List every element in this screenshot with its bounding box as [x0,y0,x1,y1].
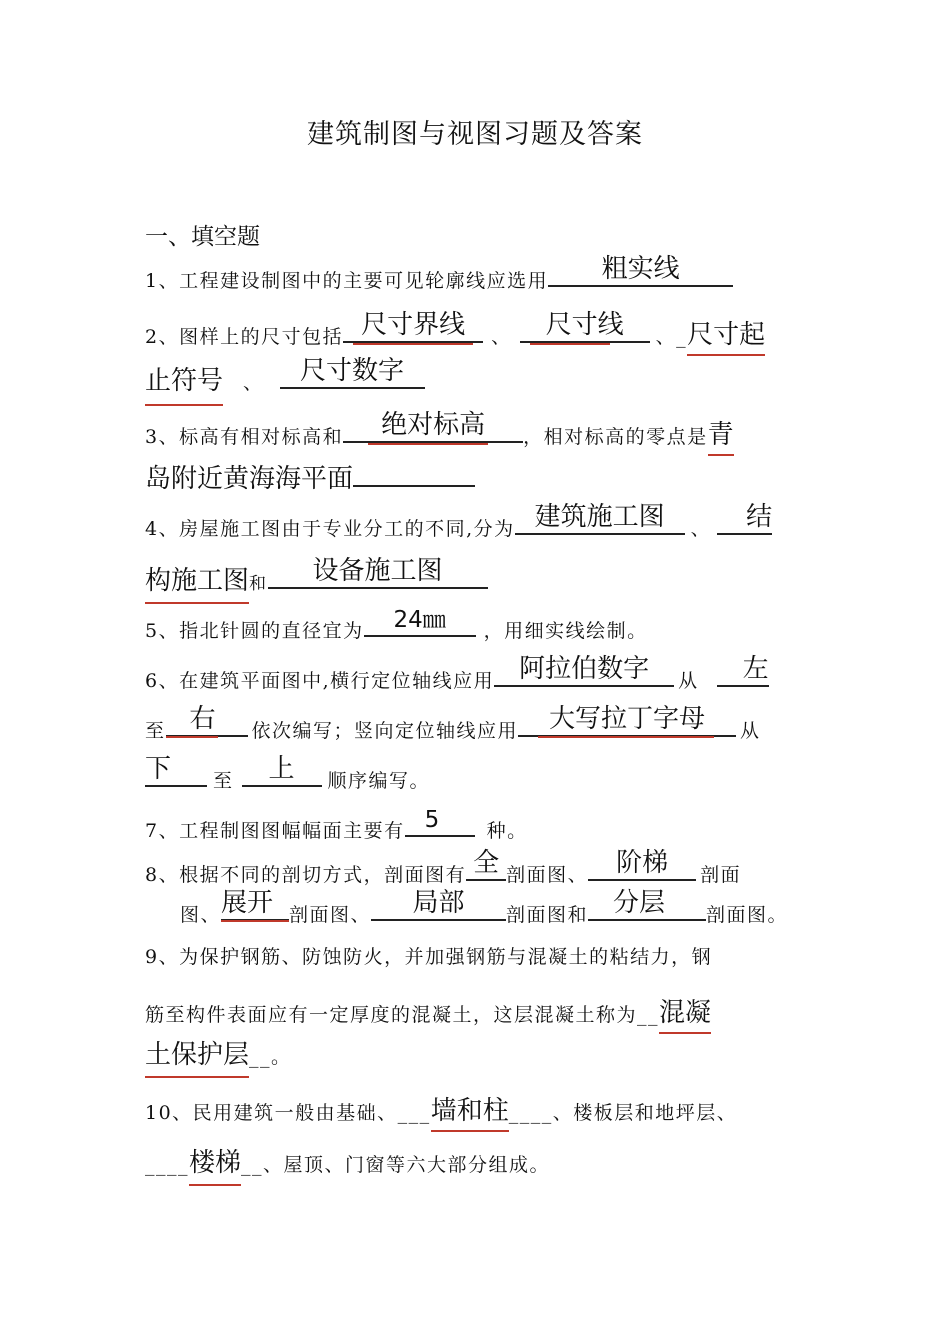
answer: 粗实线 [601,254,680,284]
question-text: 6、在建筑平面图中,横行定位轴线应用 [145,670,495,692]
answer: 右 [189,704,216,734]
answer-blank [268,556,488,589]
answer: 岛附近黄海海平面 [145,464,354,494]
answer: 尺寸线 [545,310,624,340]
answer-blank [343,310,483,343]
answer-blank [166,704,248,737]
answer-blank [145,754,207,787]
question-2: 2、图样上的尺寸包括 尺寸界线 、 尺寸线 、_尺寸起 [145,322,765,348]
answer-blank [364,607,476,637]
answer-blank [717,502,773,535]
question-8-cont: 图、 展开 剖面图、 局部 剖面图和 分层 剖面图。 [180,888,789,926]
answer-blank [518,704,736,737]
answer-blank [515,502,685,535]
question-6-cont: 至 右 依次编写；竖向定位轴线应用 大写拉丁字母 从 [145,704,761,742]
answer: 左 [742,654,769,684]
question-6-cont-2: 下 至 上 顺序编写。 [145,754,431,792]
question-text: 5、指北针圆的直径宜为 [145,620,364,642]
answer-blank [371,888,506,921]
answer: 5 [424,807,440,833]
question-3-cont [145,466,475,492]
answer-blank [280,356,425,389]
question-text: 10、民用建筑一般由基础、___ [145,1102,431,1124]
question-3: 3、标高有相对标高和 绝对标高 ，相对标高的零点是青 [145,422,734,448]
answer: 混凝 [659,1000,711,1026]
question-4: 4、房屋施工图由于专业分工的不同,分为 建筑施工图 、 结 [145,502,773,540]
answer: 建筑施工图 [534,502,665,532]
answer: 局部 [412,888,465,918]
answer: 结 [746,502,773,532]
answer: 阿拉伯数字 [519,654,650,684]
answer: 尺寸数字 [300,356,405,386]
answer-blank [466,848,506,881]
question-4-cont: 构施工图 和 设备施工图 [145,568,488,594]
question-text: 2、图样上的尺寸包括 [145,326,344,348]
question-10-cont: ____楼梯 __、屋顶、门窗等六大部分组成。 [145,1150,550,1176]
question-9-cont-2: 土保护层 __。 [145,1042,292,1068]
question-text: 7、工程制图图幅幅面主要有 [145,820,405,842]
answer: 设备施工图 [312,556,443,586]
question-9 [145,948,712,967]
question-1 [145,254,733,292]
answer: 楼梯 [189,1150,241,1176]
answer: 构施工图 [145,568,249,594]
answer-blank [242,754,322,787]
question-text: 1、工程建设制图中的主要可见轮廓线应选用 [145,270,549,292]
answer: 分层 [613,888,666,918]
section-heading: 一、填空题 [145,224,260,250]
question-text: 3、标高有相对标高和 [145,426,344,448]
question-7: 7、工程制图图幅幅面主要有 5 种。 [145,807,528,842]
answer-blank [494,654,674,687]
answer-blank [221,888,289,921]
answer: 展开 [221,888,274,918]
question-text: 9、为保护钢筋、防蚀防火，并加强钢筋与混凝土的粘结力，钢 [145,946,713,968]
answer: 上 [268,754,295,784]
answer: 尺寸起 [687,322,765,348]
answer: 尺寸界线 [361,310,466,340]
question-text: 4、房屋施工图由于专业分工的不同,分为 [145,518,515,540]
answer-blank [405,807,475,837]
answer: 大写拉丁字母 [549,704,706,734]
answer: 墙和柱 [431,1098,509,1124]
question-10: 10、民用建筑一般由基础、___墙和柱 ____、楼板层和地坪层、 [145,1098,737,1124]
question-5: 5、指北针圆的直径宜为 24㎜ ，用细实线绘制。 [145,607,648,642]
answer: 土保护层 [145,1042,249,1068]
question-2-cont: 止符号 、 尺寸数字 [145,368,425,394]
answer: 下 [145,754,172,784]
question-text: 8、根据不同的剖切方式，剖面图有 [145,864,467,886]
answer: 止符号 [145,368,223,394]
answer: 绝对标高 [381,410,486,440]
answer-blank [548,254,733,287]
question-6: 6、在建筑平面图中,横行定位轴线应用 阿拉伯数字 从 左 [145,654,769,692]
page-title: 建筑制图与视图习题及答案 [307,119,643,150]
answer: 全 [473,848,500,878]
answer: 青 [708,422,734,448]
question-9-cont: 筋至构件表面应有一定厚度的混凝土，这层混凝土称为__混凝 [145,1000,711,1026]
answer-blank [520,310,650,343]
answer: 24㎜ [393,607,446,633]
question-8: 8、根据不同的剖切方式，剖面图有 全 剖面图、 阶梯 剖面 [145,848,742,886]
answer-blank [343,410,523,443]
answer-blank [717,654,769,687]
answer: 阶梯 [616,848,669,878]
answer-blank [588,888,706,921]
answer-blank [588,848,696,881]
